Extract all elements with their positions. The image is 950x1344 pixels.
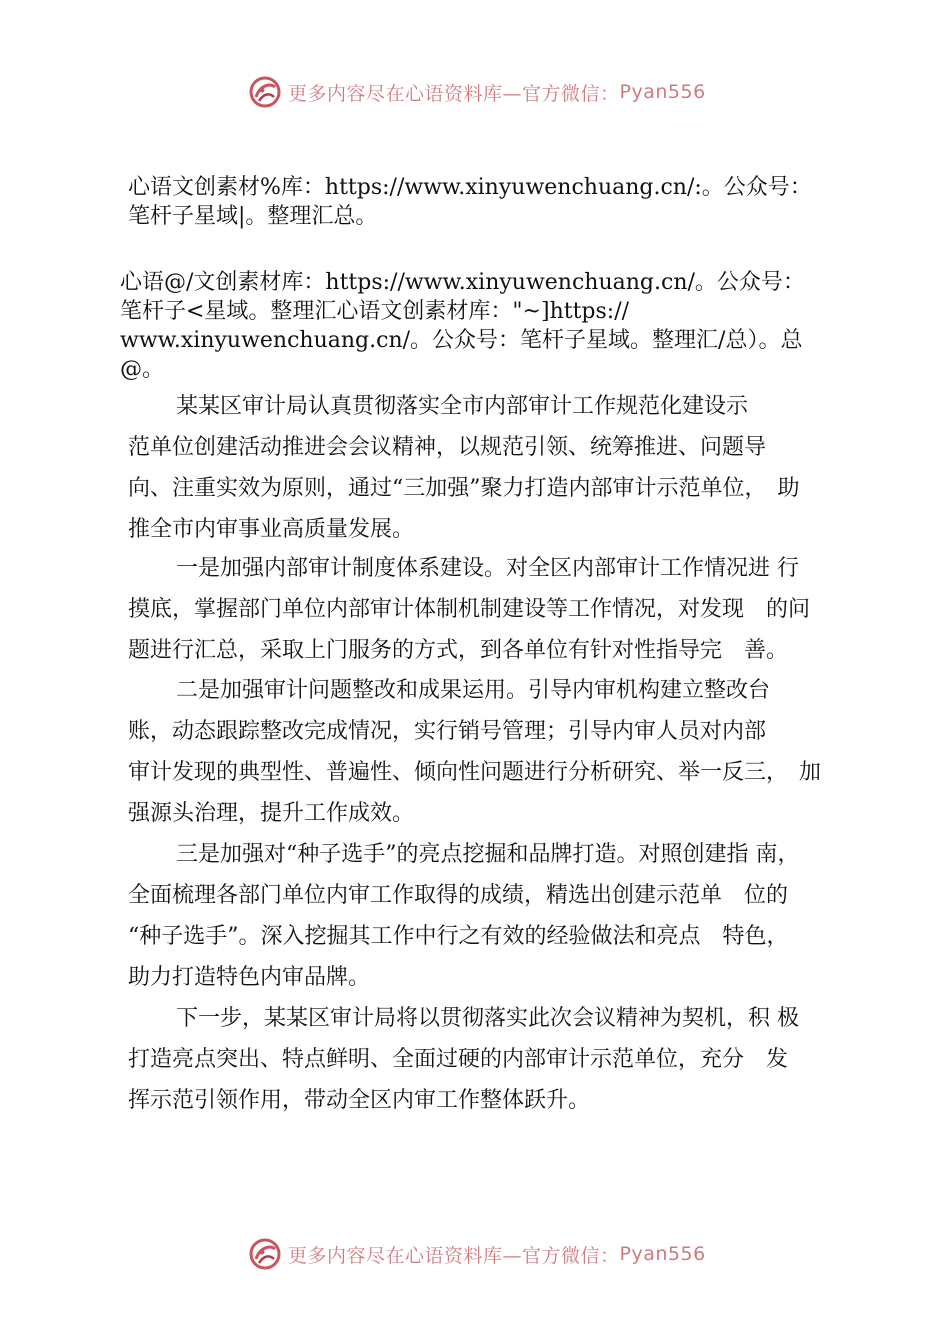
logo-icon bbox=[248, 1237, 282, 1271]
paragraph-line: 审计发现的典型性、普遍性、倾向性问题进行分析研究、举一反三， 加 bbox=[128, 760, 822, 785]
header-wechat-id: Pyan556 bbox=[619, 81, 706, 103]
paragraph-line: 题进行汇总，采取上门服务的方式，到各单位有针对性指导完 善。 bbox=[128, 638, 789, 663]
paragraph-line: 账，动态跟踪整改完成情况，实行销号管理；引导内审人员对内部 bbox=[128, 719, 767, 744]
paragraph-line: 挥示范引领作用，带动全区内审工作整体跃升。 bbox=[128, 1088, 591, 1113]
body-paragraph-next-step bbox=[128, 998, 840, 1121]
notice-line: www.xinyuwenchuang.cn/。公众号：笔杆子星域。整理汇/总）。总 bbox=[120, 328, 803, 353]
notice-line: 心语文创素材%库：https://www.xinyuwenchuang.cn/:。公众号： bbox=[128, 175, 812, 200]
body-paragraph-2 bbox=[128, 670, 840, 834]
notice-block-1 bbox=[128, 173, 812, 231]
notice-block-2 bbox=[120, 268, 805, 384]
paragraph-line: 摸底，掌握部门单位内部审计体制机制建设等工作情况，对发现 的问 bbox=[128, 597, 811, 622]
logo-icon bbox=[248, 75, 282, 109]
paragraph-line: 一是加强内部审计制度体系建设。对全区内部审计工作情况进 行 bbox=[176, 556, 799, 581]
header-banner-text: 更多内容尽在心语资料库—官方微信： bbox=[288, 82, 620, 105]
notice-line: @。 bbox=[120, 357, 165, 382]
paragraph-line: 推全市内审事业高质量发展。 bbox=[128, 517, 415, 542]
paragraph-line: 打造亮点突出、特点鲜明、全面过硬的内部审计示范单位，充分 发 bbox=[128, 1047, 789, 1072]
footer-banner-text: 更多内容尽在心语资料库—官方微信： bbox=[288, 1244, 620, 1267]
paragraph-line: 强源头治理，提升工作成效。 bbox=[128, 801, 415, 826]
notice-line: 笔杆子星域|。整理汇总。 bbox=[128, 204, 378, 229]
body-paragraph-intro bbox=[128, 386, 840, 550]
paragraph-line: 下一步，某某区审计局将以贯彻落实此次会议精神为契机，积 极 bbox=[176, 1006, 799, 1031]
paragraph-line: “种子选手”。深入挖掘其工作中行之有效的经验做法和亮点 特色， bbox=[128, 924, 789, 949]
paragraph-line: 二是加强审计问题整改和成果运用。引导内审机构建立整改台 bbox=[176, 678, 771, 703]
paragraph-line: 某某区审计局认真贯彻落实全市内部审计工作规范化建设示 bbox=[176, 394, 749, 419]
body-paragraph-3 bbox=[128, 834, 840, 998]
paragraph-line: 向、注重实效为原则，通过“三加强”聚力打造内部审计示范单位， 助 bbox=[128, 476, 800, 501]
paragraph-line: 范单位创建活动推进会会议精神，以规范引领、统筹推进、问题导 bbox=[128, 435, 767, 460]
footer-banner bbox=[0, 1232, 950, 1276]
paragraph-line: 三是加强对“种子选手”的亮点挖掘和品牌打造。对照创建指 南， bbox=[176, 842, 800, 867]
footer-wechat-id: Pyan556 bbox=[619, 1243, 706, 1265]
body-paragraph-1 bbox=[128, 548, 840, 671]
paragraph-line: 全面梳理各部门单位内审工作取得的成绩，精选出创建示范单 位的 bbox=[128, 883, 789, 908]
notice-line: 笔杆子<星域。整理汇心语文创素材库："~]https:// bbox=[120, 299, 630, 324]
header-banner bbox=[0, 70, 950, 114]
paragraph-line: 助力打造特色内审品牌。 bbox=[128, 965, 371, 990]
notice-line: 心语@/文创素材库：https://www.xinyuwenchuang.cn/。公众号： bbox=[120, 270, 805, 295]
